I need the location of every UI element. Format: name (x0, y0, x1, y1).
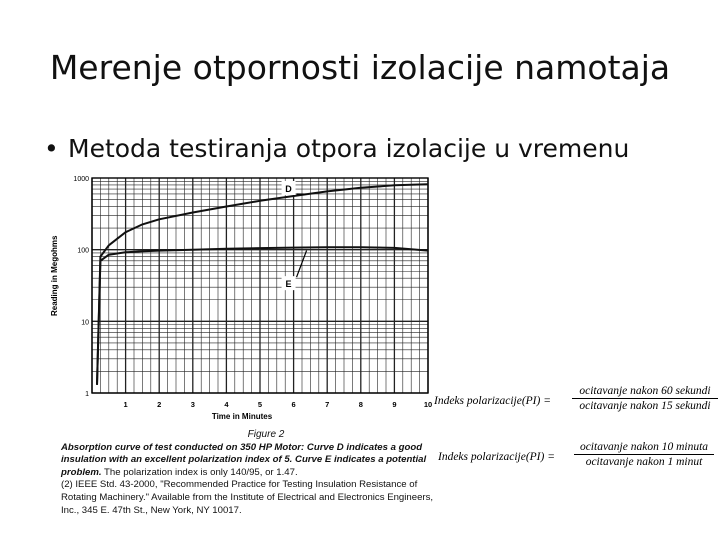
caption-text (61, 442, 441, 480)
series-label-d: D (285, 184, 292, 194)
y-tick-label: 100 (77, 247, 89, 255)
x-axis-label: Time in Minutes (211, 412, 273, 420)
x-tick-label: 2 (157, 400, 162, 409)
series-line-e (97, 247, 428, 384)
caption-bold: Absorption curve of test conducted on 350 HP Motor: Curve D indicates a good insulation with an excellent polarization index of 5. Curve E indicates a potential problem. (61, 441, 427, 478)
y-tick-label: 1 (85, 391, 89, 398)
y-axis-label: Reading in Megohms (50, 235, 59, 316)
bullet-dot-icon: • (44, 134, 59, 163)
series-label-arrow (297, 251, 307, 278)
x-tick-label: 5 (257, 400, 263, 409)
formula-numerator: ocitavanje nakon 10 minuta (574, 441, 714, 455)
formula-denominator: ocitavanje nakon 1 minut (585, 456, 703, 468)
x-tick-label: 10 (423, 400, 433, 409)
x-tick-label: 1 (123, 400, 128, 409)
figure-label: Figure 2 (247, 429, 285, 440)
caption-rest: The polarization index is only 140/95, or 1.47. (104, 466, 298, 478)
slide-title: Merenje otpornosti izolacije namotaja (49, 48, 671, 87)
x-tick-label: 6 (291, 400, 296, 409)
formula-fraction (572, 385, 718, 412)
formula-denominator: ocitavanje nakon 15 sekundi (579, 400, 711, 412)
x-tick-label: 3 (190, 400, 195, 409)
bullet-text: Metoda testiranja otpora izolacije u vremenu (68, 134, 630, 163)
chart-svg (60, 170, 440, 420)
formula-fraction (574, 441, 714, 468)
x-tick-label: 4 (224, 400, 229, 409)
y-tick-label: 10 (81, 319, 89, 327)
formula-pi-minutes (438, 441, 720, 475)
x-tick-label: 8 (358, 400, 363, 409)
formula-pi-seconds (434, 385, 720, 419)
formula-numerator: ocitavanje nakon 60 sekundi (572, 385, 718, 399)
formula-lhs: Indeks polarizacije(PI) = (438, 451, 555, 463)
absorption-chart (60, 170, 440, 445)
x-tick-label: 9 (392, 400, 397, 409)
y-tick-label: 1000 (73, 176, 89, 183)
bullet-item (44, 134, 629, 163)
series-label-e: E (285, 279, 292, 290)
x-tick-label: 7 (325, 400, 330, 409)
series-line-d (97, 184, 428, 385)
caption-reference: (2) IEEE Std. 43-2000, "Recommended Practice for Testing Insulation Resistance of Rotating Machinery." Available from the Institute of Electrical and Electronics Engineers, Inc., 345 E. 47th St., New York, NY 10017. (61, 479, 434, 516)
formula-lhs: Indeks polarizacije(PI) = (434, 395, 551, 407)
figure-caption (61, 429, 441, 517)
